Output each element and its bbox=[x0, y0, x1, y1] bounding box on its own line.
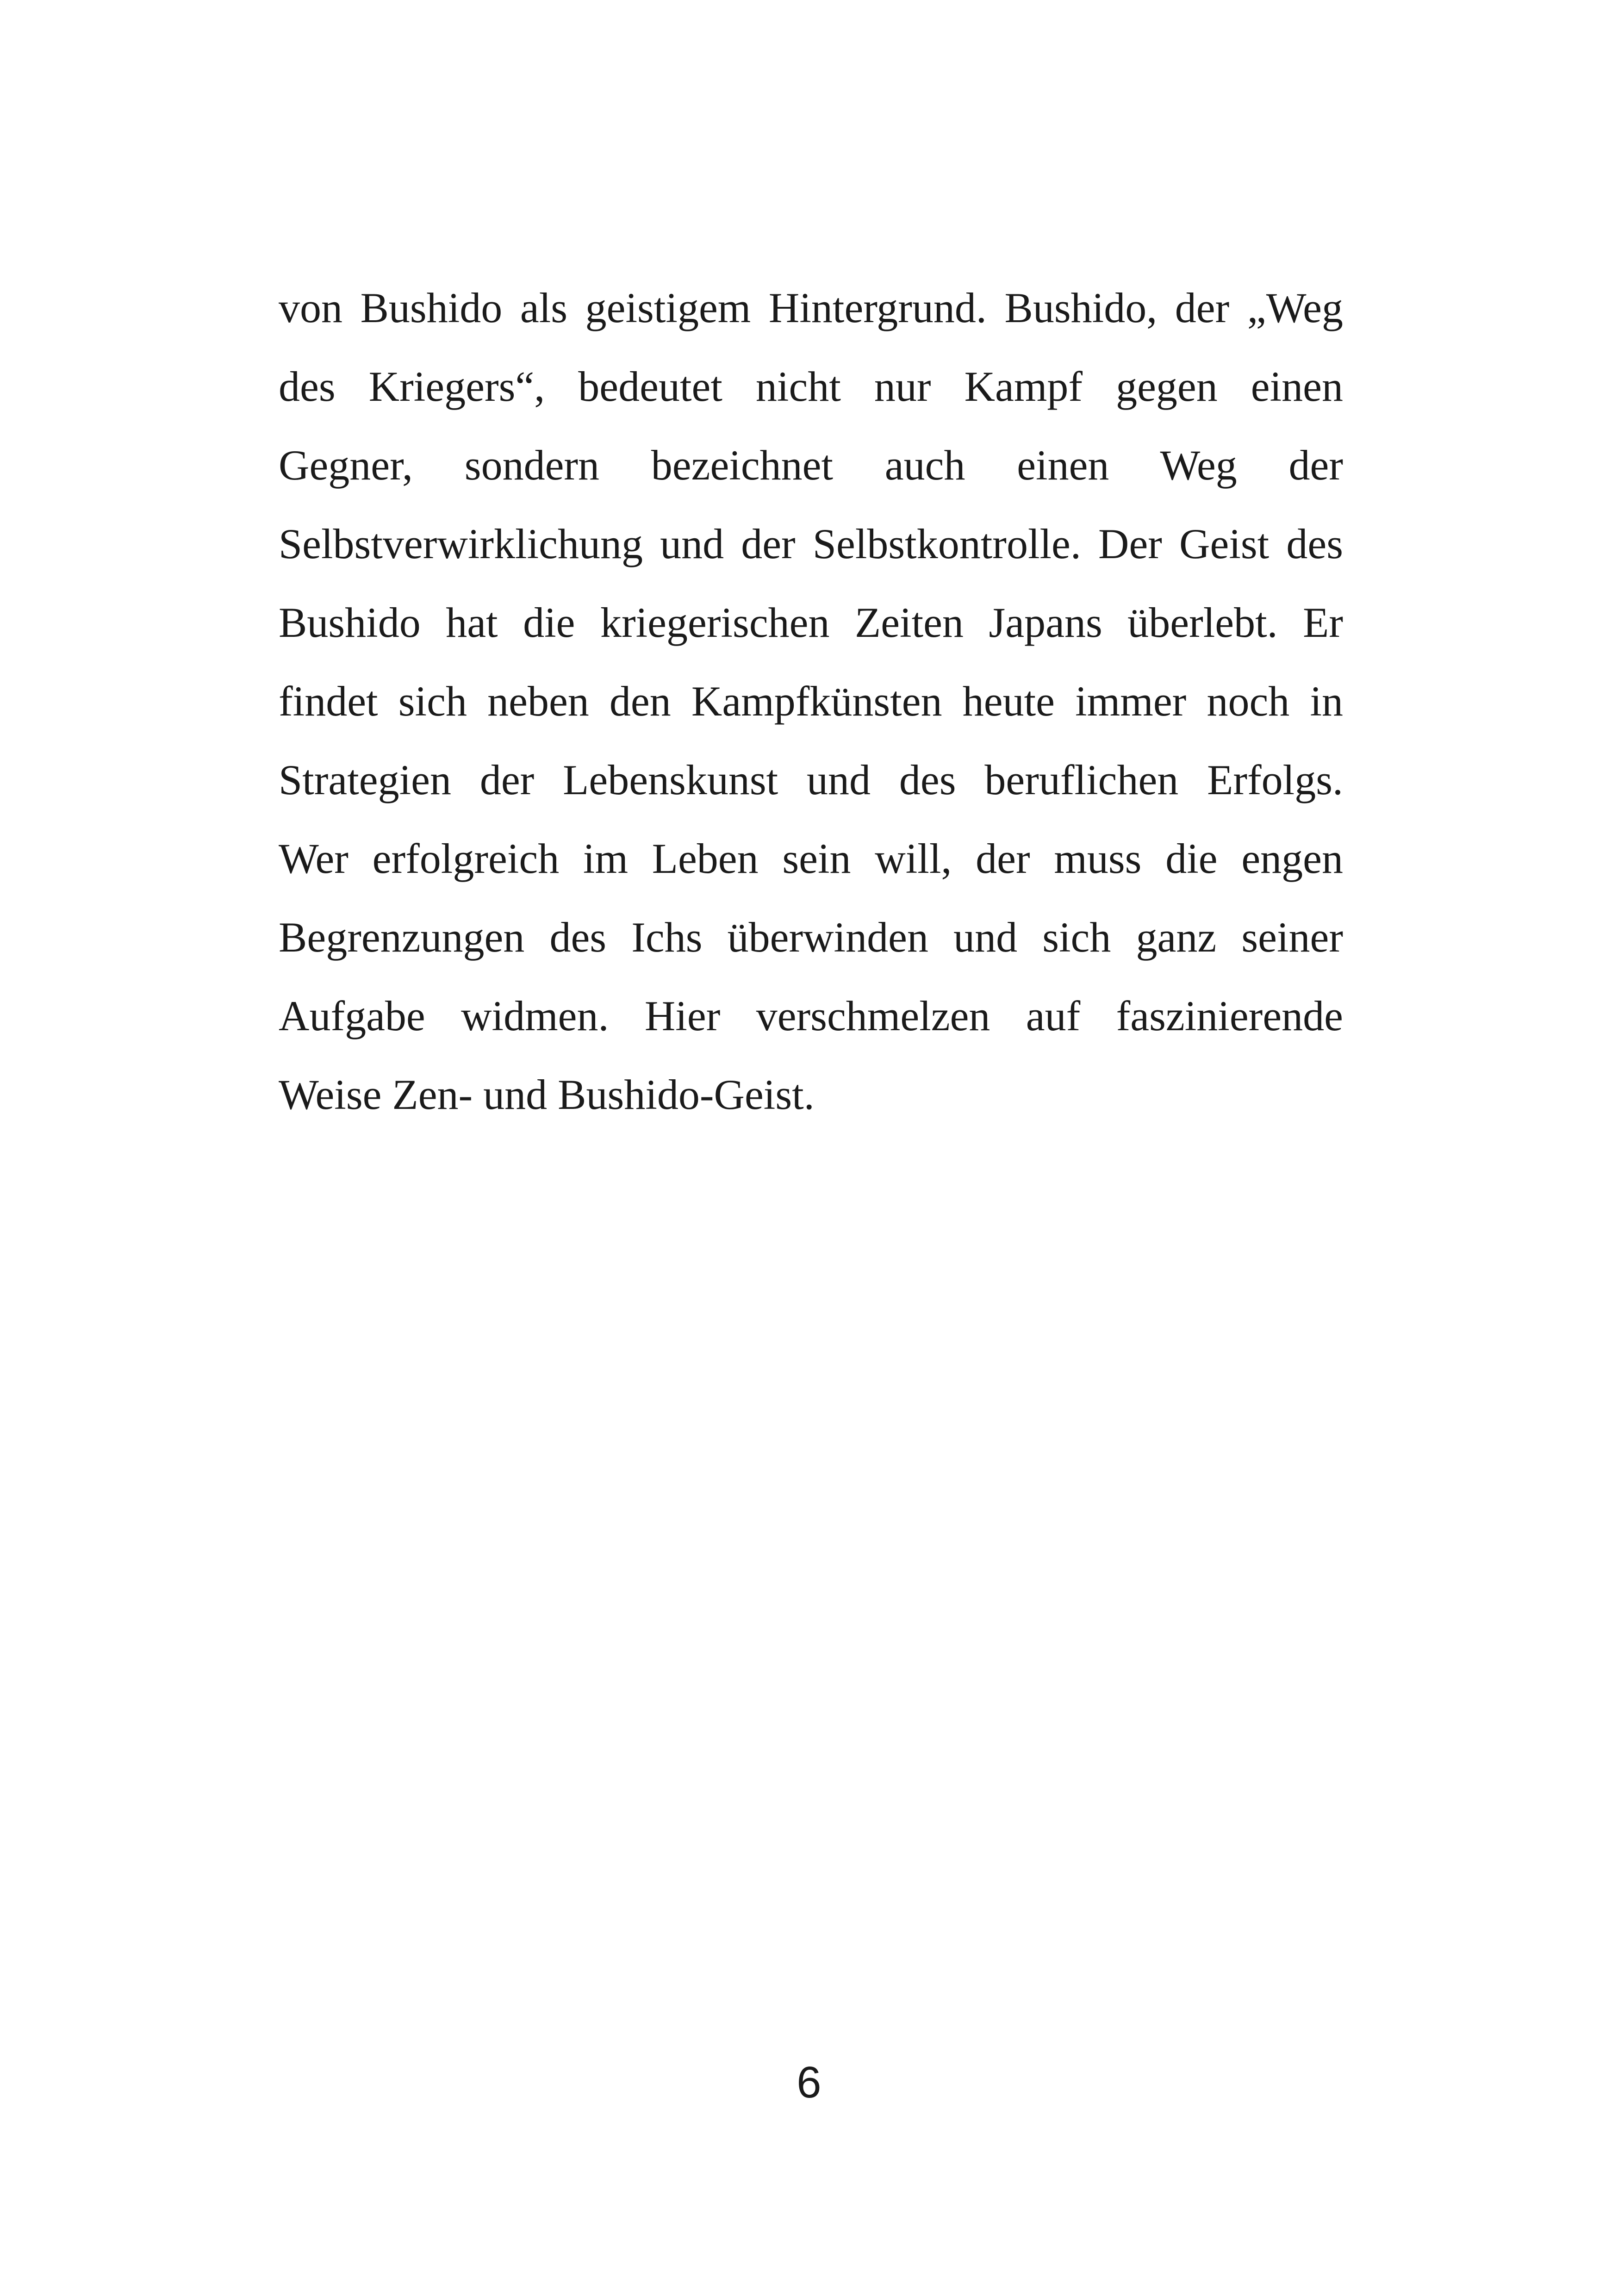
paragraph-line: findet sich neben den Kampfkünsten heute immer noch in bbox=[279, 678, 1343, 725]
paragraph-line: Bushido hat die kriegerischen Zeiten Japans überlebt. Er bbox=[279, 599, 1343, 646]
paragraph-line: Selbstverwirklichung und der Selbstkontrolle. Der Geist des bbox=[279, 520, 1343, 567]
paragraph-line: Wer erfolgreich im Leben sein will, der muss die engen bbox=[279, 835, 1343, 882]
body-paragraph bbox=[279, 268, 1343, 1134]
page-number: 6 bbox=[797, 2058, 821, 2107]
paragraph-line: Aufgabe widmen. Hier verschmelzen auf faszinierende bbox=[279, 992, 1343, 1039]
paragraph-line: Begrenzungen des Ichs überwinden und sich ganz seiner bbox=[279, 914, 1343, 961]
paragraph-line: Strategien der Lebenskunst und des beruflichen Erfolgs. bbox=[279, 756, 1343, 803]
paragraph-line: Weise Zen- und Bushido-Geist. bbox=[279, 1071, 815, 1118]
paragraph-line: Gegner, sondern bezeichnet auch einen Weg der bbox=[279, 442, 1343, 489]
paragraph-line: des Kriegers“, bedeutet nicht nur Kampf gegen einen bbox=[279, 363, 1343, 410]
paragraph-line: von Bushido als geistigem Hintergrund. Bushido, der „Weg bbox=[279, 284, 1343, 331]
